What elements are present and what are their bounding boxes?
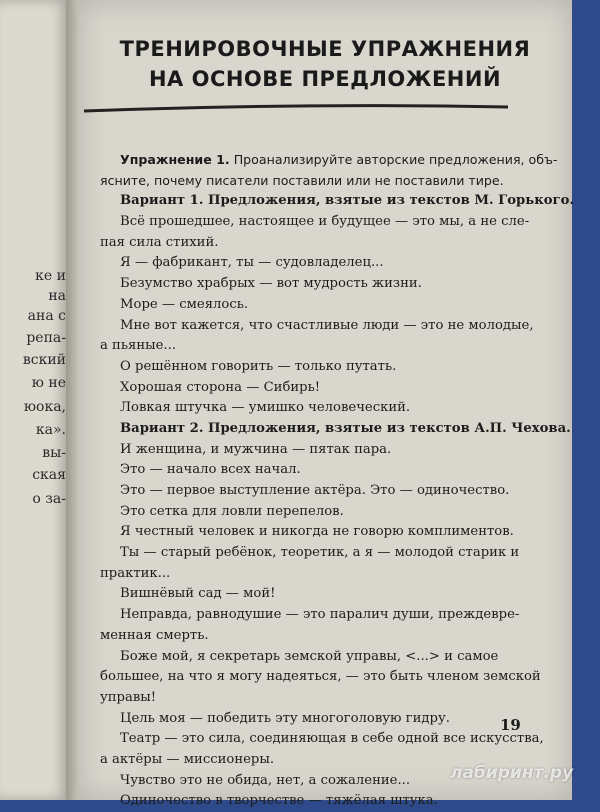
- sentence-line: Море — смеялось.: [120, 296, 249, 312]
- sentence-line: большее, на что я могу надеяться, — это быть членом земской: [100, 669, 541, 685]
- sentence-line: управы!: [100, 689, 157, 705]
- left-page-line: вы-: [42, 445, 66, 461]
- left-page-line: вский: [22, 352, 66, 368]
- sentence-line: Безумство храбрых — вот мудрость жизни.: [120, 276, 422, 292]
- sentence-line: Это — начало всех начал.: [120, 462, 301, 478]
- left-page-line: ская: [32, 467, 66, 483]
- page-title: [78, 34, 572, 94]
- exercise-heading: Упражнение 1.: [120, 152, 230, 167]
- page-number: 19: [500, 716, 521, 734]
- sentence-line: Всё прошедшее, настоящее и будущее — это мы, а не сле-: [120, 214, 530, 230]
- exercise-instruction: ясните, почему писатели поставили или не поставили тире.: [100, 172, 504, 188]
- sentence-line: Ты — старый ребёнок, теоретик, а я — молодой старик и: [120, 545, 520, 561]
- watermark-logo: лабиринт.ру: [450, 763, 574, 783]
- sentence-line: Чувство это не обида, нет, а сожаление...: [120, 772, 411, 788]
- variant-1-heading: Вариант 1. Предложения, взятые из текстов М. Горького.: [120, 193, 574, 209]
- variant-2-heading: Вариант 2. Предложения, взятые из текстов А.П. Чехова.: [120, 420, 571, 436]
- sentence-line: Это — первое выступление актёра. Это — одиночество.: [120, 483, 510, 498]
- sentence-line: Хорошая сторона — Сибирь!: [120, 379, 321, 395]
- exercise-instruction: Проанализируйте авторские предложения, объ-: [229, 152, 558, 167]
- left-page-line: репа-: [26, 330, 66, 346]
- sentence-line: менная смерть.: [100, 627, 209, 643]
- title-underline: [84, 104, 508, 114]
- sentence-line: Вишнёвый сад — мой!: [120, 586, 276, 602]
- sentence-line: пая сила стихий.: [100, 234, 219, 250]
- sentence-line: Я честный человек и никогда не говорю комплиментов.: [120, 524, 514, 540]
- sentence-line: О решённом говорить — только путать.: [120, 358, 397, 374]
- left-page-line: ке и: [35, 268, 66, 284]
- exercise-line: [100, 150, 558, 171]
- sentence-line: Ловкая штучка — умишко человеческий.: [120, 400, 411, 416]
- left-page-line: ка».: [35, 422, 66, 438]
- left-page-line: юока,: [23, 399, 66, 415]
- sentence-line: Я — фабрикант, ты — судовладелец...: [120, 255, 384, 271]
- sentence-line: Одиночество в творчестве — тяжёлая штука.: [120, 793, 438, 809]
- left-page-line: о за-: [32, 491, 66, 507]
- sentence-line: Мне вот кажется, что счастливые люди — это не молодые,: [120, 317, 534, 333]
- sentence-line: а пьяные...: [100, 338, 177, 354]
- sentence-line: Это сетка для ловли перепелов.: [120, 503, 344, 519]
- sentence-line: Театр — это сила, соединяющая в себе одной все искусства,: [120, 731, 544, 747]
- title-line-1: ТРЕНИРОВОЧНЫЕ УПРАЖНЕНИЯ: [119, 37, 531, 61]
- book-page: [78, 0, 574, 809]
- sentence-line: Боже мой, я секретарь земской управы, <...> и самое: [120, 648, 499, 664]
- page-body: [100, 150, 574, 812]
- left-page-line: ана с: [27, 308, 66, 324]
- left-page-line: на: [48, 288, 66, 304]
- title-line-2: НА ОСНОВЕ ПРЕДЛОЖЕНИЙ: [148, 67, 502, 91]
- sentence-line: Неправда, равнодушие — это паралич души, преждевре-: [120, 607, 520, 623]
- left-page-line: ю не: [31, 375, 66, 391]
- sentence-line: а актёры — миссионеры.: [100, 751, 275, 767]
- left-page-fragment: [0, 0, 70, 800]
- sentence-line: И женщина, и мужчина — пятак пара.: [120, 441, 392, 457]
- sentence-line: Цель моя — победить эту многоголовую гидру.: [120, 710, 450, 726]
- sentence-line: практик...: [100, 565, 171, 581]
